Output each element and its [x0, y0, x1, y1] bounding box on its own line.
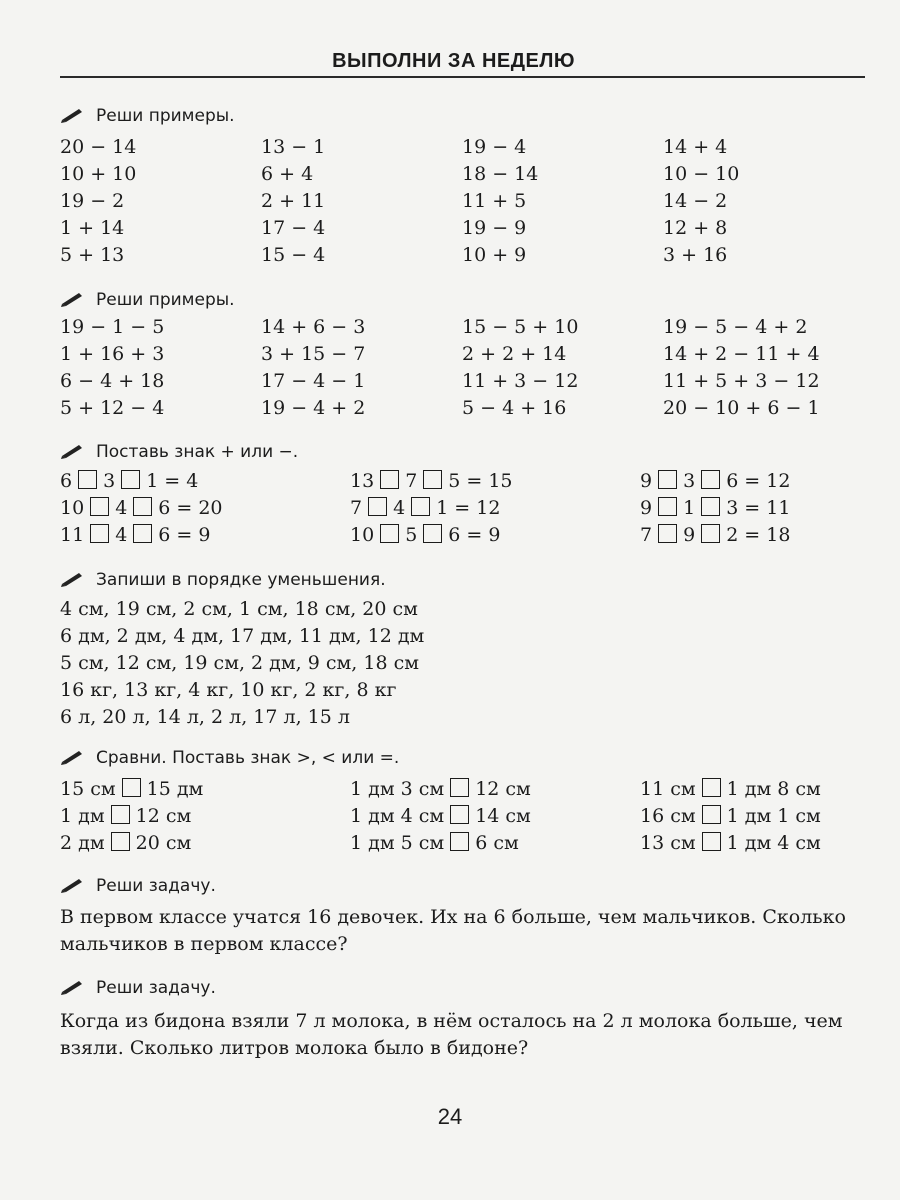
example-expression: 19 − 4 + 2	[261, 397, 366, 419]
example-expression: 10 − 10	[663, 163, 740, 185]
operand: 3	[683, 470, 696, 492]
sign-answer-box[interactable]	[658, 497, 677, 516]
pencil-icon	[60, 292, 86, 308]
example-expression: 19 − 5 − 4 + 2	[663, 316, 808, 338]
comparison-left: 11 см	[640, 778, 696, 800]
comparison-left: 15 см	[60, 778, 116, 800]
operand: 7	[350, 497, 363, 519]
section-compare	[60, 746, 865, 857]
comparison	[640, 830, 865, 857]
order-list	[60, 596, 865, 731]
pencil-icon	[60, 572, 86, 588]
example-expression: 13 − 1	[261, 136, 326, 158]
example-expression: 15 − 4	[261, 244, 326, 266]
section-title	[60, 568, 865, 592]
example-expression: 10 + 10	[60, 163, 137, 185]
sign-equation	[640, 468, 865, 495]
comparison-right: 14 см	[475, 805, 531, 827]
operand: 7	[640, 524, 653, 546]
comparison	[640, 803, 865, 830]
pencil-icon	[60, 980, 86, 996]
comparison	[350, 803, 640, 830]
section-title	[60, 874, 865, 898]
pencil-icon	[60, 750, 86, 766]
sign-answer-box[interactable]	[423, 470, 442, 489]
comparison-right: 12 см	[135, 805, 192, 827]
operand: 2	[726, 524, 739, 546]
examples-grid	[60, 134, 865, 269]
example-expression: 3 + 15 − 7	[261, 343, 366, 365]
sign-answer-box[interactable]	[90, 497, 109, 516]
equation-result: = 12	[744, 470, 791, 492]
compare-answer-box[interactable]	[450, 778, 469, 797]
examples-grid	[60, 314, 865, 422]
operand: 5	[448, 470, 461, 492]
header-rule	[60, 76, 865, 78]
pencil-icon	[60, 878, 86, 894]
operand: 6	[158, 524, 171, 546]
sign-answer-box[interactable]	[121, 470, 140, 489]
compare-answer-box[interactable]	[702, 805, 721, 824]
operand: 9	[640, 497, 653, 519]
comparison	[350, 830, 640, 857]
sign-equation	[350, 522, 640, 549]
sign-equation	[350, 495, 640, 522]
equation-result: = 15	[466, 470, 513, 492]
order-line: 6 дм, 2 дм, 4 дм, 17 дм, 11 дм, 12 дм	[60, 625, 425, 647]
example-expression: 5 + 13	[60, 244, 125, 266]
comparison	[350, 776, 640, 803]
example-expression: 19 − 1 − 5	[60, 316, 165, 338]
sign-equation	[350, 468, 640, 495]
compare-answer-box[interactable]	[111, 832, 130, 851]
sign-equation	[640, 495, 865, 522]
example-expression: 1 + 16 + 3	[60, 343, 165, 365]
sign-answer-box[interactable]	[90, 524, 109, 543]
operand: 6	[726, 470, 739, 492]
comparison-right: 6 см	[475, 832, 519, 854]
page-header	[60, 50, 865, 73]
section-examples-2	[60, 288, 865, 422]
operand: 5	[405, 524, 418, 546]
comparison-right: 1 дм 1 см	[726, 805, 821, 827]
section-title-text: Реши примеры.	[96, 106, 235, 126]
sign-answer-box[interactable]	[701, 497, 720, 516]
equation-result: = 12	[454, 497, 501, 519]
signs-grid	[60, 468, 865, 549]
operand: 4	[115, 497, 128, 519]
order-line: 4 см, 19 см, 2 см, 1 см, 18 см, 20 см	[60, 598, 418, 620]
operand: 6	[448, 524, 461, 546]
example-expression: 5 + 12 − 4	[60, 397, 165, 419]
order-line: 16 кг, 13 кг, 4 кг, 10 кг, 2 кг, 8 кг	[60, 679, 397, 701]
sign-answer-box[interactable]	[411, 497, 430, 516]
operand: 3	[103, 470, 116, 492]
example-expression: 20 − 10 + 6 − 1	[663, 397, 820, 419]
example-expression: 19 − 2	[60, 190, 125, 212]
example-expression: 14 + 6 − 3	[261, 316, 366, 338]
section-title	[60, 440, 865, 464]
task-text: В первом классе учатся 16 девочек. Их на 6 больше, чем мальчиков. Сколько мальчиков в первом классе?	[60, 906, 846, 955]
sign-answer-box[interactable]	[133, 497, 152, 516]
example-expression: 10 + 9	[462, 244, 527, 266]
section-title	[60, 104, 865, 128]
operand: 10	[350, 524, 375, 546]
operand: 13	[350, 470, 375, 492]
section-order	[60, 568, 865, 731]
section-title-text: Реши задачу.	[96, 876, 216, 896]
comparison-left: 13 см	[640, 832, 696, 854]
comparison-right: 12 см	[475, 778, 531, 800]
section-title-text: Реши задачу.	[96, 978, 216, 998]
example-expression: 3 + 16	[663, 244, 728, 266]
section-title-text: Реши примеры.	[96, 290, 235, 310]
sign-answer-box[interactable]	[423, 524, 442, 543]
sign-answer-box[interactable]	[701, 470, 720, 489]
section-title	[60, 746, 865, 770]
example-expression: 11 + 3 − 12	[462, 370, 579, 392]
example-expression: 1 + 14	[60, 217, 125, 239]
section-task-1	[60, 874, 865, 958]
section-title-text: Поставь знак + или −.	[96, 442, 299, 462]
compare-answer-box[interactable]	[702, 832, 721, 851]
operand: 4	[115, 524, 128, 546]
equation-result: = 4	[164, 470, 199, 492]
example-expression: 6 + 4	[261, 163, 314, 185]
comparison-left: 1 дм 4 см	[350, 805, 445, 827]
comparison-right: 1 дм 8 см	[726, 778, 821, 800]
example-expression: 2 + 2 + 14	[462, 343, 567, 365]
example-expression: 11 + 5 + 3 − 12	[663, 370, 820, 392]
sign-answer-box[interactable]	[133, 524, 152, 543]
operand: 1	[146, 470, 159, 492]
sign-equation	[60, 522, 350, 549]
operand: 6	[60, 470, 73, 492]
operand: 9	[683, 524, 696, 546]
order-line: 5 см, 12 см, 19 см, 2 дм, 9 см, 18 см	[60, 652, 420, 674]
compare-answer-box[interactable]	[122, 778, 141, 797]
sign-answer-box[interactable]	[658, 524, 677, 543]
sign-equation	[60, 468, 350, 495]
sign-equation	[60, 495, 350, 522]
example-expression: 14 − 2	[663, 190, 728, 212]
comparison-left: 1 дм 5 см	[350, 832, 445, 854]
sign-answer-box[interactable]	[78, 470, 97, 489]
example-expression: 20 − 14	[60, 136, 137, 158]
compare-answer-box[interactable]	[450, 832, 469, 851]
operand: 1	[436, 497, 449, 519]
example-expression: 2 + 11	[261, 190, 326, 212]
example-expression: 12 + 8	[663, 217, 728, 239]
equation-result: = 18	[744, 524, 791, 546]
example-expression: 18 − 14	[462, 163, 539, 185]
task-text: Когда из бидона взяли 7 л молока, в нём осталось на 2 л молока больше, чем взяли. Сколько литров молока было в бидоне?	[60, 1010, 843, 1059]
header-title: ВЫПОЛНИ ЗА НЕДЕЛЮ	[332, 50, 575, 72]
section-examples-1	[60, 104, 865, 269]
comparison-left: 2 дм	[60, 832, 105, 854]
example-expression: 17 − 4	[261, 217, 326, 239]
operand: 6	[158, 497, 171, 519]
pencil-icon	[60, 108, 86, 124]
section-title	[60, 288, 865, 312]
section-task-2	[60, 976, 865, 1062]
comparison-right: 20 см	[135, 832, 192, 854]
comparison	[640, 776, 865, 803]
section-title-text: Сравни. Поставь знак >, < или =.	[96, 748, 400, 768]
operand: 10	[60, 497, 85, 519]
comparison-left: 16 см	[640, 805, 696, 827]
example-expression: 14 + 2 − 11 + 4	[663, 343, 820, 365]
example-expression: 11 + 5	[462, 190, 527, 212]
example-expression: 5 − 4 + 16	[462, 397, 567, 419]
operand: 11	[60, 524, 85, 546]
operand: 9	[640, 470, 653, 492]
sign-equation	[640, 522, 865, 549]
example-expression: 14 + 4	[663, 136, 728, 158]
pencil-icon	[60, 444, 86, 460]
operand: 7	[405, 470, 418, 492]
operand: 3	[726, 497, 739, 519]
example-expression: 19 − 4	[462, 136, 527, 158]
compare-answer-box[interactable]	[111, 805, 130, 824]
comparison	[60, 803, 350, 830]
sign-answer-box[interactable]	[380, 470, 399, 489]
section-title-text: Запиши в порядке уменьшения.	[96, 570, 386, 590]
example-expression: 15 − 5 + 10	[462, 316, 579, 338]
compare-answer-box[interactable]	[450, 805, 469, 824]
comparison	[60, 830, 350, 857]
order-line: 6 л, 20 л, 14 л, 2 л, 17 л, 15 л	[60, 706, 350, 728]
example-expression: 17 − 4 − 1	[261, 370, 366, 392]
operand: 1	[683, 497, 696, 519]
page-number: 24	[437, 1104, 463, 1129]
sign-answer-box[interactable]	[380, 524, 399, 543]
section-title	[60, 976, 865, 1000]
equation-result: = 9	[466, 524, 501, 546]
equation-result: = 11	[744, 497, 791, 519]
example-expression: 19 − 9	[462, 217, 527, 239]
comparison	[60, 776, 350, 803]
operand: 4	[393, 497, 406, 519]
comparison-right: 1 дм 4 см	[726, 832, 821, 854]
compare-answer-box[interactable]	[702, 778, 721, 797]
sign-answer-box[interactable]	[658, 470, 677, 489]
equation-result: = 20	[176, 497, 223, 519]
sign-answer-box[interactable]	[368, 497, 387, 516]
comparison-right: 15 дм	[146, 778, 204, 800]
comparison-left: 1 дм 3 см	[350, 778, 445, 800]
section-signs	[60, 440, 865, 549]
comparison-left: 1 дм	[60, 805, 105, 827]
equation-result: = 9	[176, 524, 211, 546]
sign-answer-box[interactable]	[701, 524, 720, 543]
example-expression: 6 − 4 + 18	[60, 370, 165, 392]
compare-grid	[60, 776, 865, 857]
